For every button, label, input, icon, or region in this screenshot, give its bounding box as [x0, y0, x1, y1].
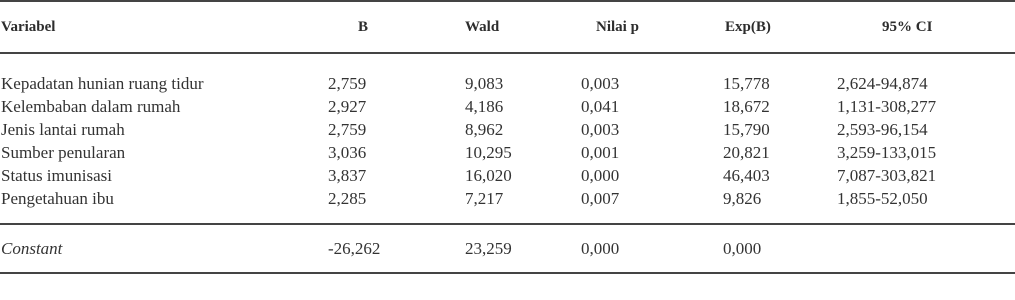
cell-ci: 1,131-308,277 [837, 97, 937, 116]
cell-b: 3,837 [328, 166, 367, 185]
cell-p: 0,003 [581, 120, 620, 139]
cell-wald: 8,962 [465, 120, 504, 139]
header-b: B [358, 18, 369, 35]
cell-exp-b: 9,826 [723, 189, 762, 208]
cell-variabel: Jenis lantai rumah [1, 120, 125, 139]
cell-ci: 7,087-303,821 [837, 166, 937, 185]
table-row [0, 187, 1015, 210]
cell-ci: 2,593-96,154 [837, 120, 928, 139]
cell-ci: 1,855-52,050 [837, 189, 928, 208]
table-header-row [0, 1, 1015, 53]
cell-variabel: Kepadatan hunian ruang tidur [1, 74, 204, 93]
cell-constant-b: -26,262 [328, 239, 381, 258]
spacer-row [0, 210, 1015, 224]
cell-exp-b: 15,790 [723, 120, 770, 139]
cell-constant-exp-b: 0,000 [723, 239, 762, 258]
cell-p: 0,041 [581, 97, 620, 116]
cell-variabel: Kelembaban dalam rumah [1, 97, 181, 116]
cell-wald: 10,295 [465, 143, 512, 162]
cell-exp-b: 20,821 [723, 143, 770, 162]
table-row [0, 95, 1015, 118]
header-variabel: Variabel [1, 18, 56, 35]
cell-b: 3,036 [328, 143, 367, 162]
cell-wald: 4,186 [465, 97, 504, 116]
cell-constant-label: Constant [1, 239, 63, 258]
cell-variabel: Status imunisasi [1, 166, 112, 185]
table-row [0, 164, 1015, 187]
cell-b: 2,759 [328, 120, 367, 139]
table-row [0, 141, 1015, 164]
cell-constant-p: 0,000 [581, 239, 620, 258]
header-wald: Wald [465, 18, 500, 35]
cell-exp-b: 46,403 [723, 166, 770, 185]
cell-ci: 2,624-94,874 [837, 74, 928, 93]
cell-variabel: Pengetahuan ibu [1, 189, 114, 208]
cell-p: 0,000 [581, 166, 620, 185]
header-ci: 95% CI [882, 18, 933, 35]
cell-constant-ci [836, 224, 1015, 273]
table-row [0, 72, 1015, 95]
cell-ci: 3,259-133,015 [837, 143, 937, 162]
cell-wald: 7,217 [465, 189, 504, 208]
cell-b: 2,927 [328, 97, 367, 116]
header-nilai-p: Nilai p [596, 18, 639, 35]
cell-b: 2,759 [328, 74, 367, 93]
cell-p: 0,007 [581, 189, 620, 208]
header-exp-b: Exp(B) [725, 18, 771, 35]
cell-b: 2,285 [328, 189, 367, 208]
cell-wald: 9,083 [465, 74, 504, 93]
table-row [0, 118, 1015, 141]
constant-row [0, 224, 1015, 273]
cell-constant-wald: 23,259 [465, 239, 512, 258]
cell-exp-b: 18,672 [723, 97, 770, 116]
cell-p: 0,003 [581, 74, 620, 93]
cell-p: 0,001 [581, 143, 620, 162]
spacer-row [0, 53, 1015, 72]
cell-wald: 16,020 [465, 166, 512, 185]
cell-variabel: Sumber penularan [1, 143, 126, 162]
cell-exp-b: 15,778 [723, 74, 770, 93]
